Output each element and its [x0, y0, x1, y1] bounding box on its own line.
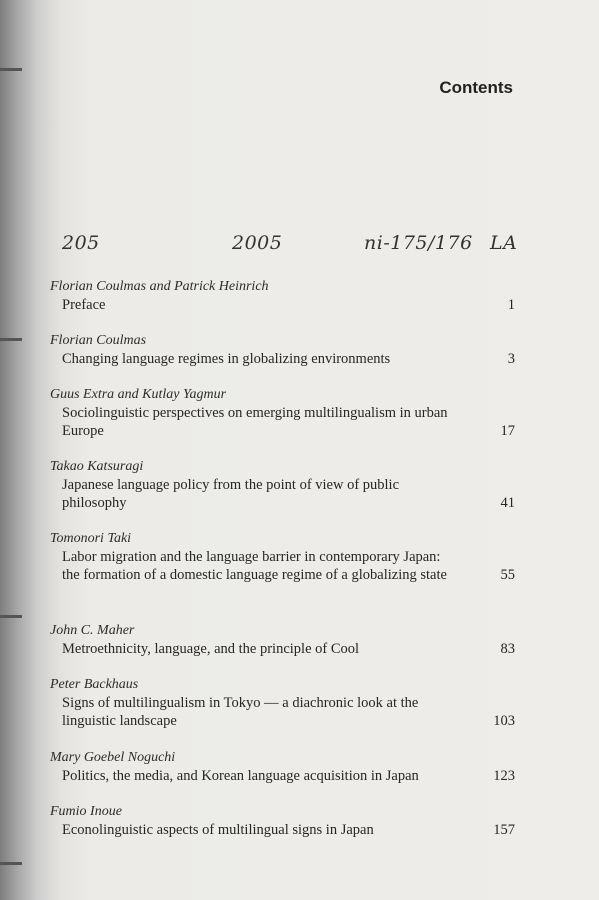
entry-title: Preface	[62, 297, 106, 313]
toc-entry	[50, 622, 515, 658]
entry-title-row	[50, 476, 515, 512]
entry-title-row	[50, 821, 515, 839]
binding-mark	[0, 862, 22, 865]
entry-page-number: 83	[500, 641, 515, 657]
toc-entry	[50, 458, 515, 512]
toc-entry	[50, 676, 515, 730]
binding-mark	[0, 615, 22, 618]
entry-page-number: 41	[500, 495, 515, 511]
entry-author: John C. Maher	[50, 623, 135, 638]
toc-entry	[50, 749, 515, 785]
entry-page-number: 103	[493, 713, 515, 729]
entry-title-row	[50, 767, 515, 785]
entry-author: Guus Extra and Kutlay Yagmur	[50, 387, 227, 402]
binding-mark	[0, 338, 22, 341]
toc-entry	[50, 332, 515, 368]
entry-title: Signs of multilingualism in Tokyo — a diachronic look at the linguistic landscape	[62, 695, 419, 729]
entry-page-number: 123	[493, 768, 515, 784]
entry-page-number: 55	[500, 567, 515, 583]
toc-entry	[50, 278, 515, 314]
entry-title-row	[50, 350, 515, 368]
entry-title: Econolinguistic aspects of multilingual signs in Japan	[62, 822, 374, 838]
entry-author: Florian Coulmas	[50, 333, 147, 348]
entry-title: Politics, the media, and Korean language acquisition in Japan	[62, 768, 419, 784]
handwritten-note: 205	[62, 232, 100, 254]
entry-title: Japanese language policy from the point of view of public philosophy	[62, 477, 400, 511]
entry-author: Fumio Inoue	[50, 804, 122, 819]
toc-entry	[50, 386, 515, 440]
entry-title-row	[50, 694, 515, 730]
entry-page-number: 17	[500, 423, 515, 439]
entry-title: Metroethnicity, language, and the principle of Cool	[62, 641, 360, 657]
entry-title-row	[50, 404, 515, 440]
entry-title-row	[50, 548, 515, 584]
entry-author: Tomonori Taki	[50, 531, 132, 546]
entry-title: Changing language regimes in globalizing environments	[62, 351, 391, 367]
entry-author: Peter Backhaus	[50, 677, 139, 692]
entry-title-row	[50, 640, 515, 658]
handwritten-note: 2005	[232, 232, 283, 254]
entry-title: Labor migration and the language barrier in contemporary Japan: the formation of a domestic language regime of a globalizing state	[62, 549, 447, 583]
binding-mark	[0, 68, 22, 71]
entry-author: Takao Katsuragi	[50, 459, 144, 474]
entry-page-number: 1	[507, 297, 515, 313]
contents-heading: Contents	[439, 78, 513, 97]
entry-page-number: 3	[507, 351, 515, 367]
entry-page-number: 157	[493, 822, 515, 838]
toc-entry	[50, 530, 515, 584]
entry-author: Florian Coulmas and Patrick Heinrich	[50, 279, 269, 294]
entry-author: Mary Goebel Noguchi	[50, 750, 176, 765]
handwritten-note: LA	[490, 232, 518, 254]
entry-title-row	[50, 296, 515, 314]
entry-title: Sociolinguistic perspectives on emerging multilingualism in urban Europe	[62, 405, 448, 439]
toc-entry	[50, 803, 515, 839]
handwritten-note: ni-175/176	[364, 232, 473, 254]
